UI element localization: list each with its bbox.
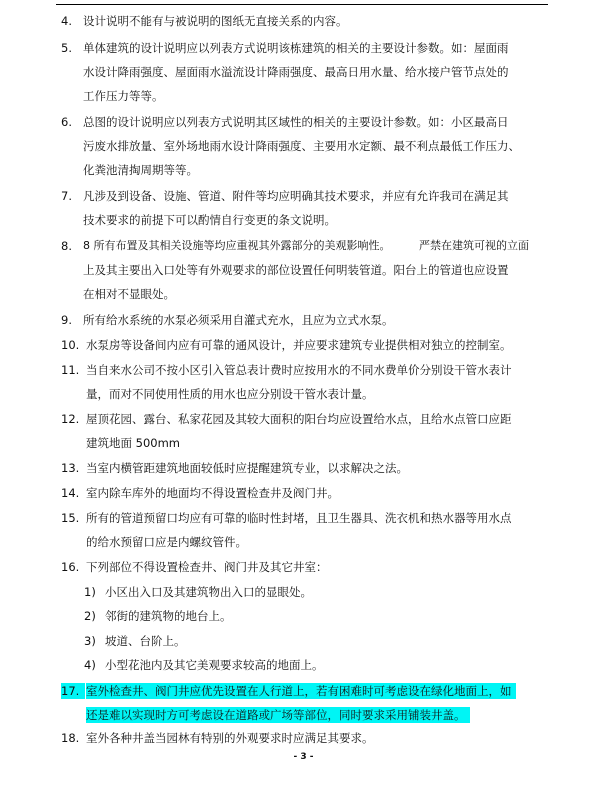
item-line: 上及其主要出入口处等有外观要求的部位设置任何明装管道。阳台上的管道也应设置 bbox=[83, 263, 509, 277]
item-line: 设计说明不能有与被说明的图纸无直接关系的内容。 bbox=[83, 14, 348, 28]
item-number: 8. bbox=[61, 239, 72, 253]
item-line: 室外各种井盖当园林有特别的外观要求时应满足其要求。 bbox=[86, 731, 374, 745]
item-line: 8 所有布置及其相关设施等均应重视其外露部分的美观影响性。 bbox=[83, 239, 391, 252]
item-line: 在相对不显眼处。 bbox=[83, 287, 175, 301]
sub-item-text: 邻街的建筑物的地台上。 bbox=[105, 609, 232, 623]
sub-item-text: 坡道、台阶上。 bbox=[105, 634, 186, 648]
item-line: 单体建筑的设计说明应以列表方式说明该栋建筑的相关的主要设计参数。如：屋面雨 bbox=[83, 41, 509, 55]
item-line: 建筑地面 500mm bbox=[86, 436, 181, 450]
item-line: 污废水排放量、室外场地雨水设计降雨强度、主要用水定额、最不利点最低工作压力、 bbox=[83, 139, 520, 153]
item-line: 严禁在建筑可视的立面 bbox=[419, 239, 529, 252]
item-number: 9. bbox=[61, 313, 72, 327]
item-line: 当自来水公司不按小区引入管总表计费时应按用水的不同水费单价分别设干管水表计 bbox=[86, 363, 512, 377]
item-number: 4. bbox=[61, 14, 72, 28]
item-line: 水泵房等设备间内应有可靠的通风设计，并应要求建筑专业提供相对独立的控制室。 bbox=[86, 338, 512, 352]
item-number: 17. bbox=[61, 683, 85, 699]
item-line: 所有给水系统的水泵必须采用自灌式充水，且应为立式水泵。 bbox=[83, 313, 394, 327]
item-line: 技术要求的前提下可以酌情自行变更的条文说明。 bbox=[83, 213, 336, 227]
item-line: 屋顶花园、露台、私家花园及其较大面积的阳台均应设置给水点，且给水点管口应距 bbox=[86, 412, 512, 426]
item-line: 室内除车库外的地面均不得设置检查井及阀门井。 bbox=[86, 486, 339, 500]
item-line: 下列部位不得设置检查井、阀门井及其它井室： bbox=[86, 560, 328, 574]
sub-item-number: 2) bbox=[84, 609, 96, 623]
item-line: 当室内横管距建筑地面较低时应提醒建筑专业，以求解决之法。 bbox=[86, 461, 408, 475]
item-line: 量，而对不同使用性质的用水也应分别设干管水表计量。 bbox=[86, 387, 374, 401]
item-number: 5. bbox=[61, 41, 72, 55]
sub-item-text: 小型花池内及其它美观要求较高的地面上。 bbox=[105, 658, 324, 672]
item-number: 10. bbox=[61, 338, 80, 352]
item-line: 还是难以实现时方可考虑设在道路或广场等部位，同时要求采用铺装井盖。 bbox=[86, 707, 470, 723]
item-number: 13. bbox=[61, 461, 80, 475]
item-number: 16. bbox=[61, 560, 80, 574]
item-number: 7. bbox=[61, 189, 72, 203]
item-line: 工作压力等等。 bbox=[83, 89, 164, 103]
item-number: 6. bbox=[61, 115, 72, 129]
page-number: - 3 - bbox=[293, 752, 314, 762]
top-rule bbox=[56, 4, 548, 5]
item-line: 所有的管道预留口均应有可靠的临时性封堵，且卫生器具、洗衣机和热水器等用水点 bbox=[86, 511, 512, 525]
item-line: 水设计降雨强度、屋面雨水溢流设计降雨强度、最高日用水量、给水接户管节点处的 bbox=[83, 65, 509, 79]
item-number: 14. bbox=[61, 486, 80, 500]
item-line: 总图的设计说明应以列表方式说明其区域性的相关的主要设计参数。如：小区最高日 bbox=[83, 115, 509, 129]
item-number: 11. bbox=[61, 363, 80, 377]
sub-item-number: 1) bbox=[84, 585, 96, 599]
item-number: 18. bbox=[61, 731, 80, 745]
item-line: 的给水预留口应是内螺纹管件。 bbox=[86, 535, 247, 549]
sub-item-number: 3) bbox=[84, 634, 96, 648]
sub-item-number: 4) bbox=[84, 658, 96, 672]
item-line: 室外检查井、阀门井应优先设置在人行道上，若有困难时可考虑设在绿化地面上，如 bbox=[86, 683, 516, 699]
item-line: 化粪池清掏周期等等。 bbox=[83, 163, 198, 177]
item-number: 12. bbox=[61, 412, 80, 426]
sub-item-text: 小区出入口及其建筑物出入口的显眼处。 bbox=[105, 585, 312, 599]
item-number: 15. bbox=[61, 511, 80, 525]
item-line: 凡涉及到设备、设施、管道、附件等均应明确其技术要求，并应有允许我司在满足其 bbox=[83, 189, 509, 203]
